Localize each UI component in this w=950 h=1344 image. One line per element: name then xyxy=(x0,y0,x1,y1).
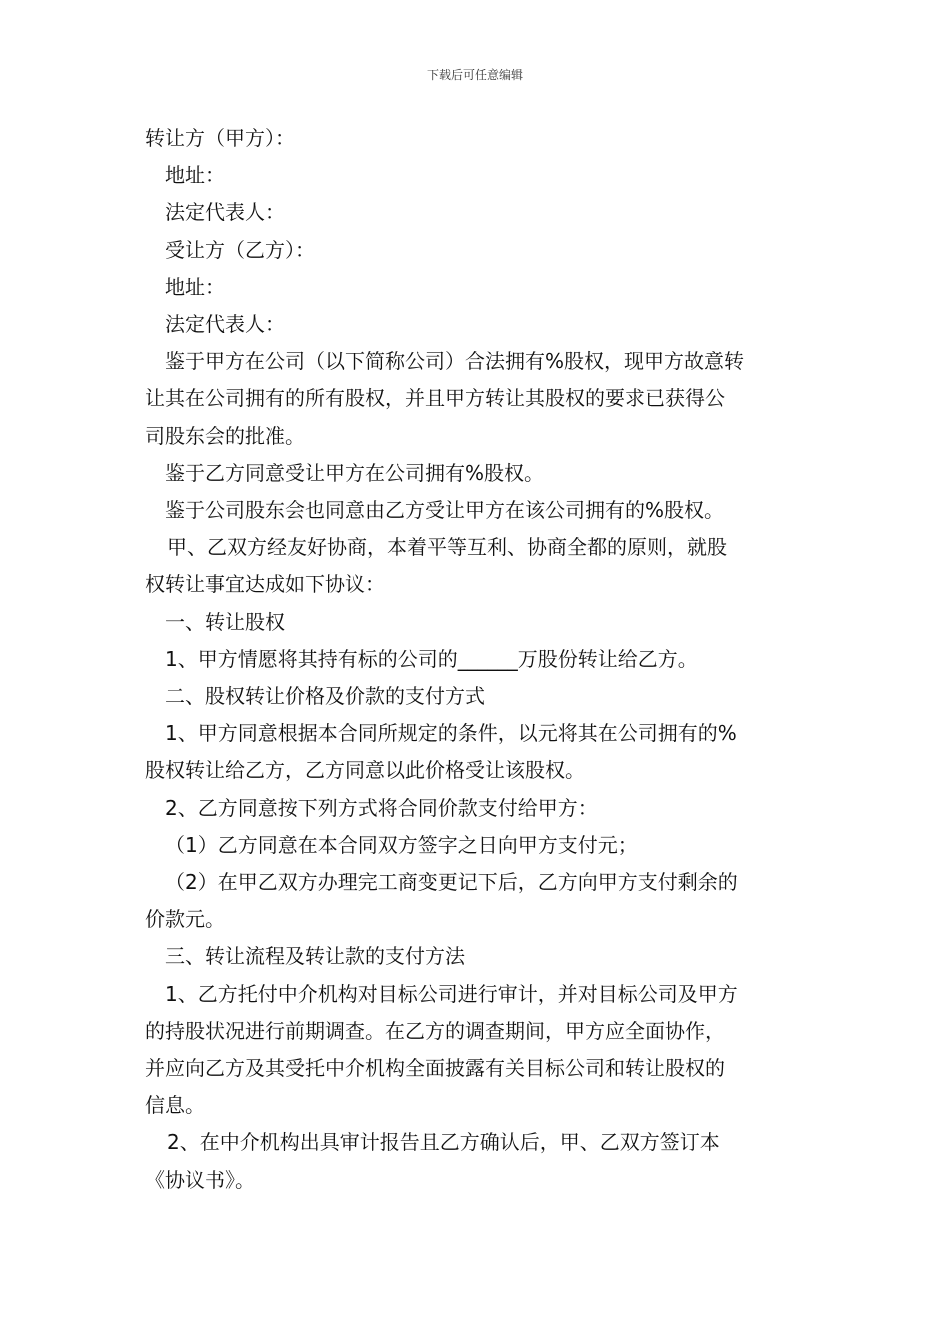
text-line: 1、甲方同意根据本合同所规定的条件，以元将其在公司拥有的% xyxy=(165,721,737,746)
text-line: 价款元。 xyxy=(145,907,225,932)
text-line: 信息。 xyxy=(145,1093,205,1118)
text-line: 2、乙方同意按下列方式将合同价款支付给甲方： xyxy=(165,795,598,820)
text-line: 并应向乙方及其受托中介机构全面披露有关目标公司和转让股权的 xyxy=(145,1056,725,1081)
text-line: 地址： xyxy=(165,163,225,188)
text-line: 甲、乙双方经友好协商，本着平等互利、协商全都的原则，就股 xyxy=(167,535,727,560)
page-header: 下载后可任意编辑 xyxy=(426,68,523,82)
text-line: 受让方（乙方）： xyxy=(165,237,315,262)
text-line: 鉴于公司股东会也同意由乙方受让甲方在该公司拥有的%股权。 xyxy=(165,498,725,523)
text-line: 一、转让股权 xyxy=(165,609,285,634)
text-line: （2）在甲乙双方办理完工商变更记下后，乙方向甲方支付剩余的 xyxy=(165,870,738,895)
text-line: 地址： xyxy=(165,274,225,299)
text-line: 1、甲方情愿将其持有标的公司的______万股份转让给乙方。 xyxy=(165,646,698,671)
text-line: 鉴于乙方同意受让甲方在公司拥有%股权。 xyxy=(165,460,545,485)
text-line: 2、在中介机构出具审计报告且乙方确认后，甲、乙双方签订本 xyxy=(167,1130,720,1155)
text-line: 司股东会的批准。 xyxy=(145,423,305,448)
text-line: 转让方（甲方）： xyxy=(145,126,295,150)
text-line: 让其在公司拥有的所有股权，并且甲方转让其股权的要求已获得公 xyxy=(145,386,725,411)
text-line: 鉴于甲方在公司（以下简称公司）合法拥有%股权，现甲方故意转 xyxy=(165,349,745,374)
document-body xyxy=(145,120,810,1199)
text-line: 法定代表人： xyxy=(165,312,285,337)
text-line: 二、股权转让价格及价款的支付方式 xyxy=(165,684,485,709)
text-line: （1）乙方同意在本合同双方签字之日向甲方支付元； xyxy=(165,832,638,857)
text-line: 的持股状况进行前期调查。在乙方的调查期间，甲方应全面协作， xyxy=(145,1018,725,1043)
text-line: 法定代表人： xyxy=(165,200,285,225)
text-line: 1、乙方托付中介机构对目标公司进行审计，并对目标公司及甲方 xyxy=(165,981,738,1006)
text-line: 权转让事宜达成如下协议： xyxy=(145,572,385,597)
text-line: 三、转让流程及转让款的支付方法 xyxy=(165,944,465,969)
text-line: 《协议书》。 xyxy=(145,1167,255,1192)
text-line: 股权转让给乙方，乙方同意以此价格受让该股权。 xyxy=(145,758,585,783)
